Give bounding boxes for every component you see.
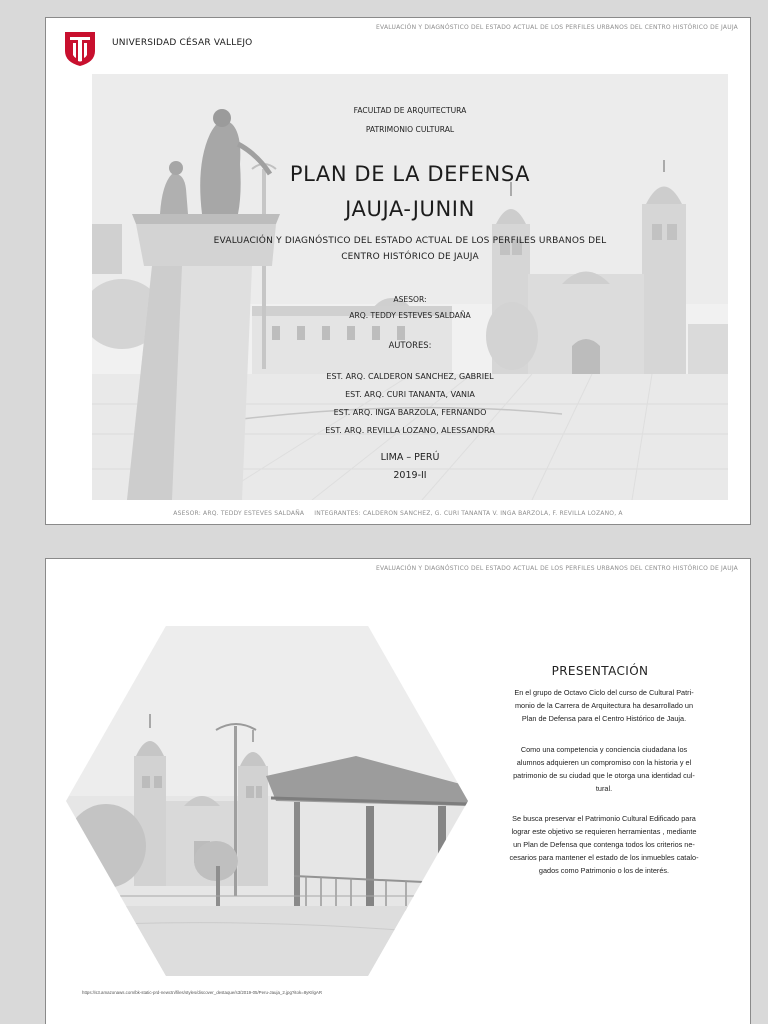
cover-text-block bbox=[92, 74, 728, 500]
footer-advisor: ASESOR: ARQ. TEDDY ESTEVES SALDAÑA bbox=[173, 510, 305, 517]
author-2: EST. ARQ. CURI TANANTA, VANIA bbox=[345, 390, 475, 399]
document-title: PLAN DE LA DEFENSA bbox=[289, 162, 531, 186]
document-subtitle-line1: EVALUACIÓN Y DIAGNÓSTICO DEL ESTADO ACTUAL DE LOS PERFILES URBANOS DEL bbox=[213, 236, 607, 246]
paragraph-line: tural. bbox=[595, 784, 613, 793]
presentation-paragraph-3 bbox=[493, 812, 715, 877]
cover-footer bbox=[46, 510, 750, 517]
course-label: PATRIMONIO CULTURAL bbox=[365, 125, 455, 134]
hexagon-photo-jauja-plaza bbox=[66, 626, 468, 976]
advisor-label: ASESOR: bbox=[393, 295, 427, 304]
paragraph-line: un Plan de Defensa que contenga todos los criterios ne- bbox=[513, 840, 695, 849]
paragraph-line: Como una competencia y conciencia ciudadana los bbox=[520, 745, 688, 754]
paragraph-line: alumnos adquieren un compromiso con la historia y el bbox=[516, 758, 692, 767]
cover-page bbox=[46, 18, 750, 524]
presentation-paragraph-2 bbox=[493, 743, 715, 795]
university-name: UNIVERSIDAD CÉSAR VALLEJO bbox=[112, 38, 253, 48]
running-header-2: EVALUACIÓN Y DIAGNÓSTICO DEL ESTADO ACTUAL DE LOS PERFILES URBANOS DEL CENTRO HISTÓRICO DE JAUJA bbox=[376, 565, 738, 572]
paragraph-line: Plan de Defensa para el Centro Histórico de Jauja. bbox=[521, 714, 687, 723]
paragraph-line: cesarios para mantener el estado de los inmuebles catalo- bbox=[509, 853, 699, 862]
faculty-label: FACULTAD DE ARQUITECTURA bbox=[353, 106, 467, 115]
document-location: JAUJA-JUNIN bbox=[345, 197, 475, 221]
paragraph-line: lograr este objetivo se requieren herramientas , mediante bbox=[511, 827, 697, 836]
document-subtitle-line2: CENTRO HISTÓRICO DE JAUJA bbox=[341, 252, 479, 262]
presentation-paragraph-1 bbox=[493, 686, 715, 725]
author-4: EST. ARQ. REVILLA LOZANO, ALESSANDRA bbox=[325, 426, 495, 435]
paragraph-line: monio de la Carrera de Arquitectura ha desarrollado un bbox=[514, 701, 694, 710]
running-header: EVALUACIÓN Y DIAGNÓSTICO DEL ESTADO ACTUAL DE LOS PERFILES URBANOS DEL CENTRO HISTÓRICO DE JAUJA bbox=[376, 24, 738, 31]
paragraph-line: En el grupo de Octavo Ciclo del curso de Cultural Patri- bbox=[514, 688, 694, 697]
footer-members: INTEGRANTES: CALDERON SANCHEZ, G. CURI TANANTA V. INGA BARZOLA, F. REVILLA LOZANO, A bbox=[314, 510, 623, 517]
authors-label: AUTORES: bbox=[388, 340, 432, 350]
paragraph-line: patrimonio de su ciudad que le otorga una identidad cul- bbox=[513, 771, 695, 780]
author-3: EST. ARQ. INGA BARZOLA, FERNANDO bbox=[333, 408, 487, 417]
city-label: LIMA – PERÚ bbox=[380, 452, 440, 463]
image-source-url: https://s3.amazonaws.com/bk-static-prd-newctn/files/styles/discover_destaque/s3/2019-05/Peru-Jauja_2.jpg?itok=8yKIlgAR bbox=[82, 990, 323, 995]
paragraph-line: Se busca preservar el Patrimonio Cultural Edificado para bbox=[512, 814, 696, 823]
university-logo-icon bbox=[64, 31, 96, 67]
presentation-page bbox=[46, 559, 750, 1024]
advisor-name: ARQ. TEDDY ESTEVES SALDAÑA bbox=[349, 311, 471, 320]
paragraph-line: gados como Patrimonio o los de interés. bbox=[538, 866, 670, 875]
period-label: 2019-II bbox=[393, 470, 427, 481]
author-1: EST. ARQ. CALDERON SANCHEZ, GABRIEL bbox=[326, 372, 494, 381]
presentation-title: PRESENTACIÓN bbox=[551, 664, 649, 678]
